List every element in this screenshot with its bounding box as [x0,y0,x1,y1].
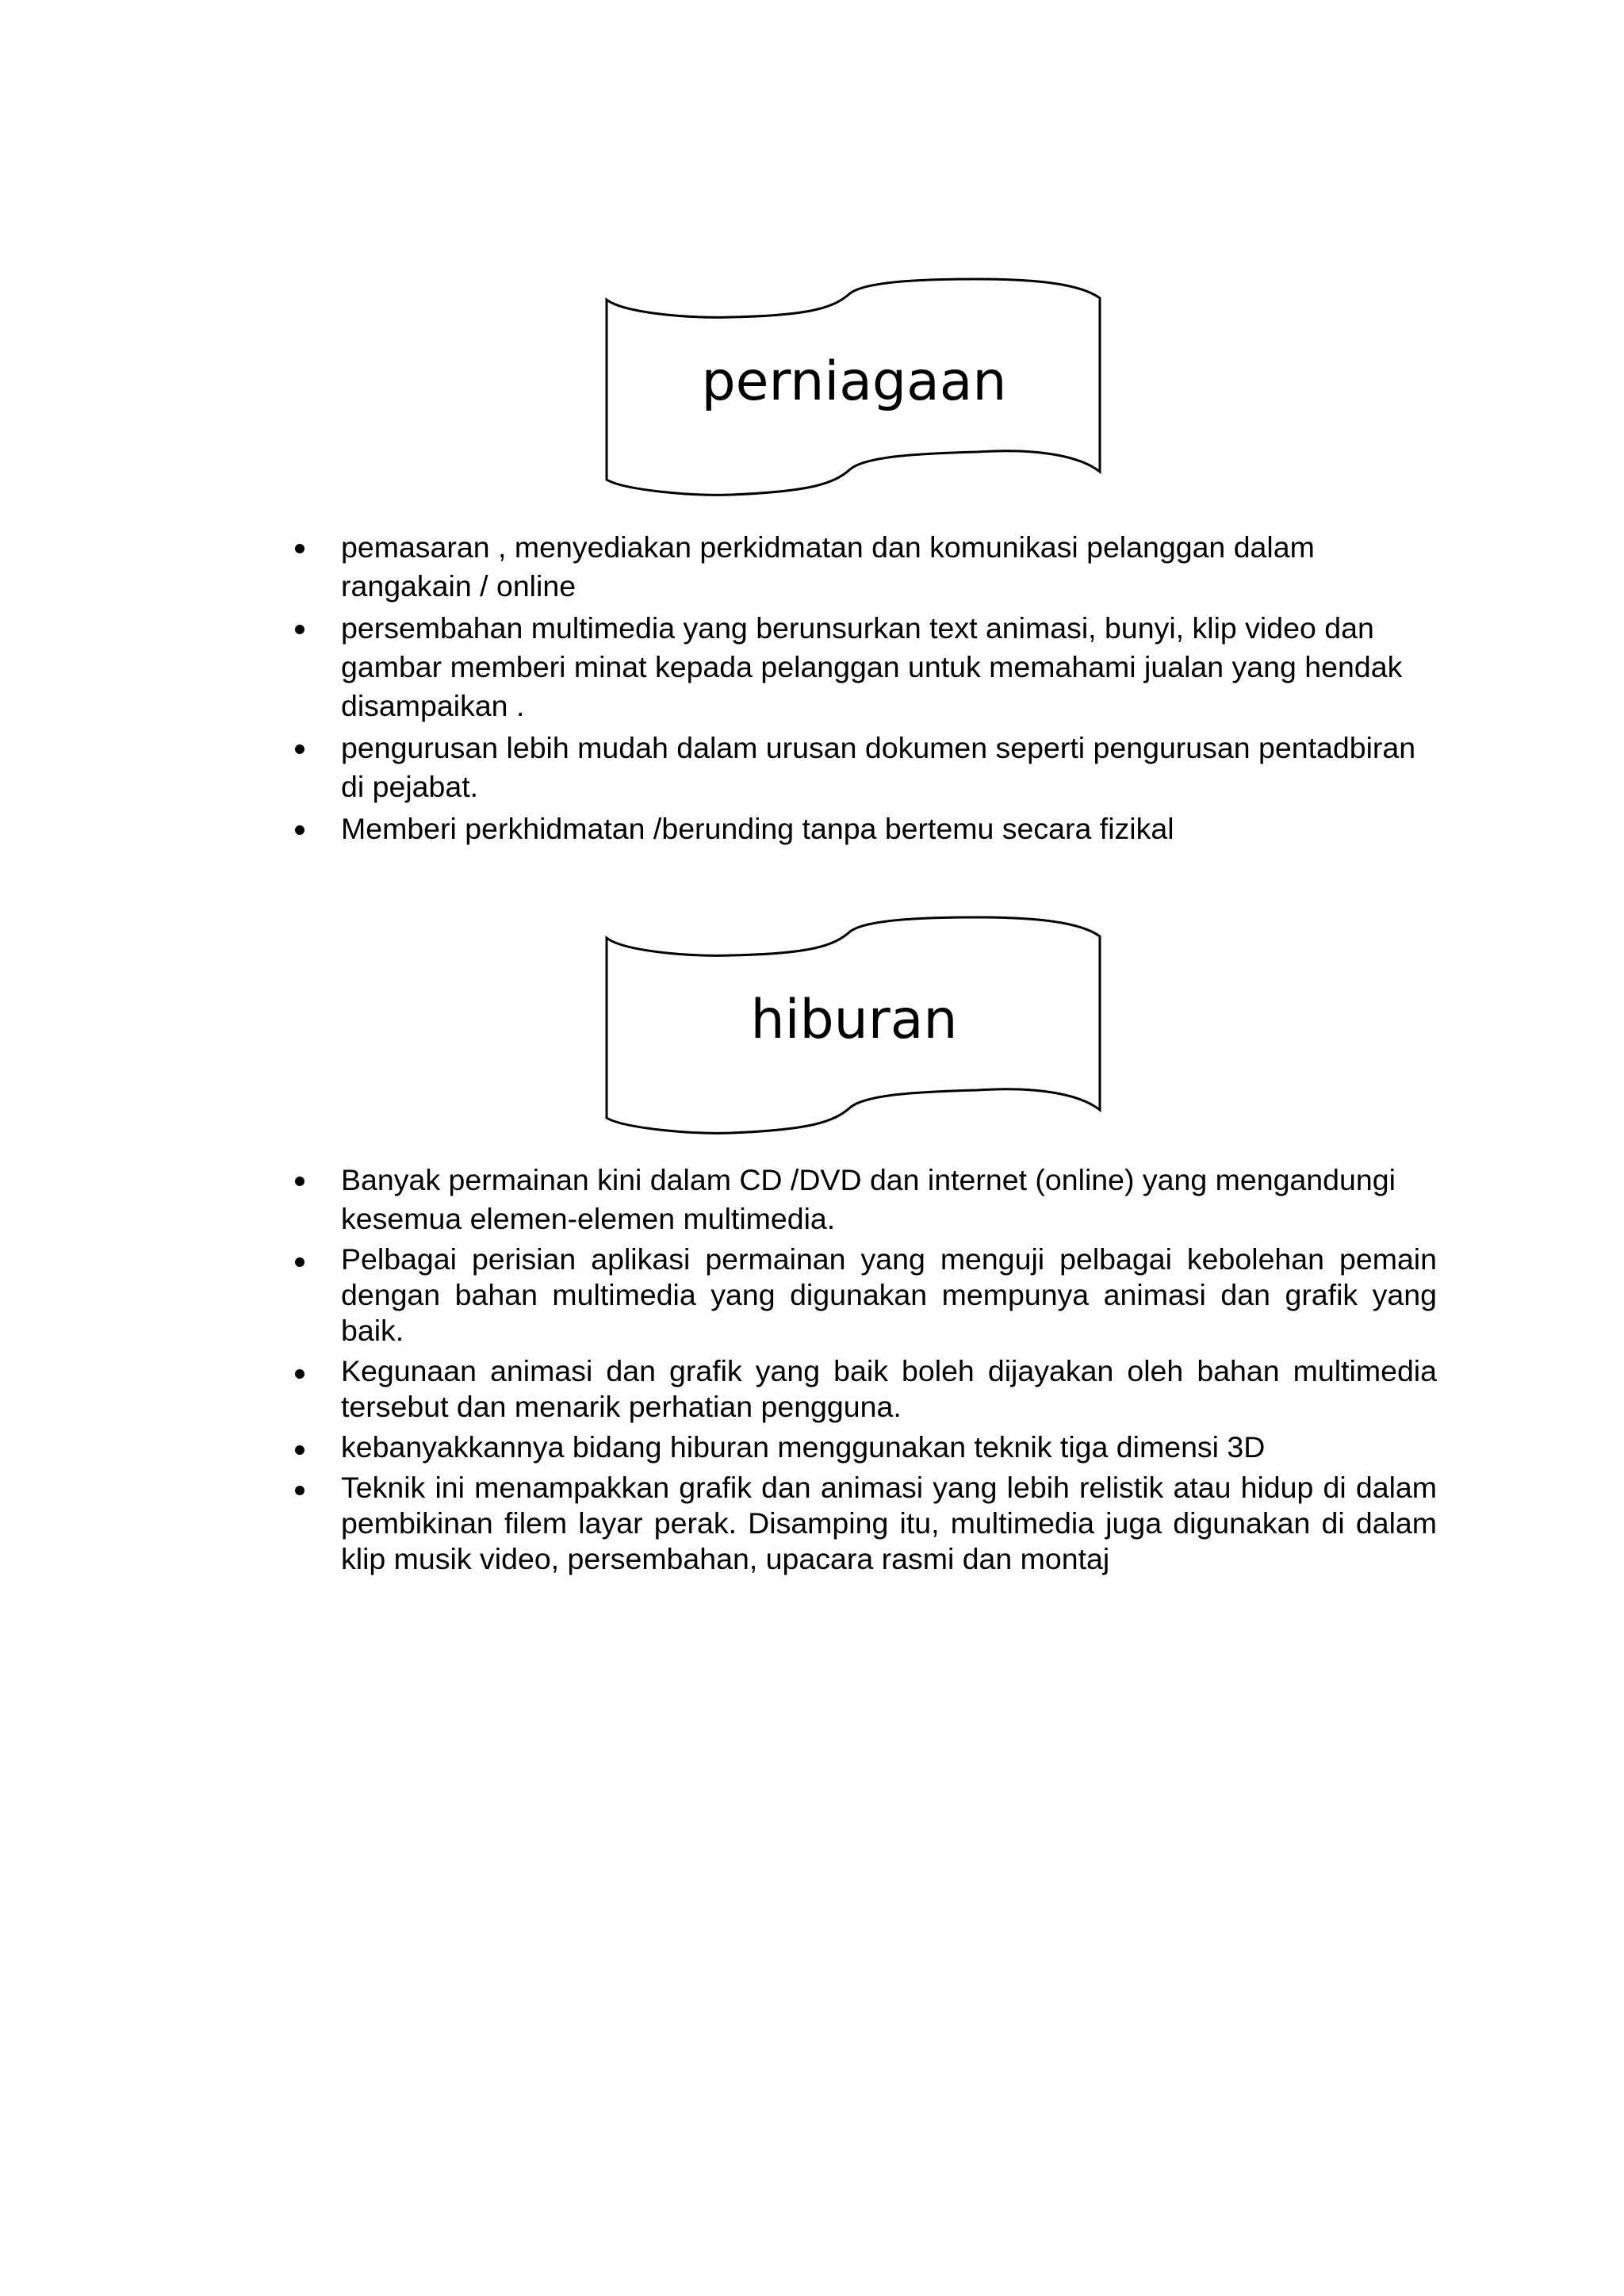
list-item: Kegunaan animasi dan grafik yang baik boleh dijayakan oleh bahan multimedia tersebut dan menarik perhatian pengguna. [293,1353,1437,1425]
bullet-icon [295,1257,304,1267]
banner-hiburan [604,916,1104,1138]
bullet-icon [295,625,304,634]
list-item: pengurusan lebih mudah dalam urusan dokumen seperti pengurusan pentadbiran di pejabat. [293,729,1437,806]
bullet-icon [295,1369,304,1379]
list-item: Banyak permainan kini dalam CD /DVD dan internet (online) yang mengandungi kesemua elemen-elemen multimedia. [293,1161,1437,1238]
list-item: pemasaran , menyediakan perkidmatan dan komunikasi pelanggan dalam rangakain / online [293,528,1437,606]
bullet-icon [295,544,304,553]
bullet-icon [295,744,304,754]
section-title: perniagaan [701,350,1007,413]
bullet-icon [295,1177,304,1186]
list-item: kebanyakkannya bidang hiburan menggunakan teknik tiga dimensi 3D [293,1429,1437,1465]
section-title: hiburan [750,989,958,1051]
bullet-icon [295,1486,304,1495]
list-item: Teknik ini menampakkan grafik dan animasi yang lebih relistik atau hidup di dalam pembikinan filem layar perak. Disamping itu, multimedia juga digunakan di dalam klip musik video, persembahan, upacara rasmi dan montaj [293,1470,1437,1577]
list-item: Pelbagai perisian aplikasi permainan yang menguji pelbagai kebolehan pemain dengan bahan multimedia yang digunakan mempunya animasi dan grafik yang baik. [293,1242,1437,1349]
bullet-list-perniagaan [293,528,1437,851]
bullet-icon [295,825,304,835]
bullet-list-hiburan [293,1161,1437,1582]
banner-perniagaan [604,277,1104,499]
bullet-icon [295,1445,304,1455]
list-item: persembahan multimedia yang berunsurkan text animasi, bunyi, klip video dan gambar memberi minat kepada pelanggan untuk memahami jualan yang hendak disampaikan . [293,609,1437,725]
list-item: Memberi perkhidmatan /berunding tanpa bertemu secara fizikal [293,809,1437,848]
